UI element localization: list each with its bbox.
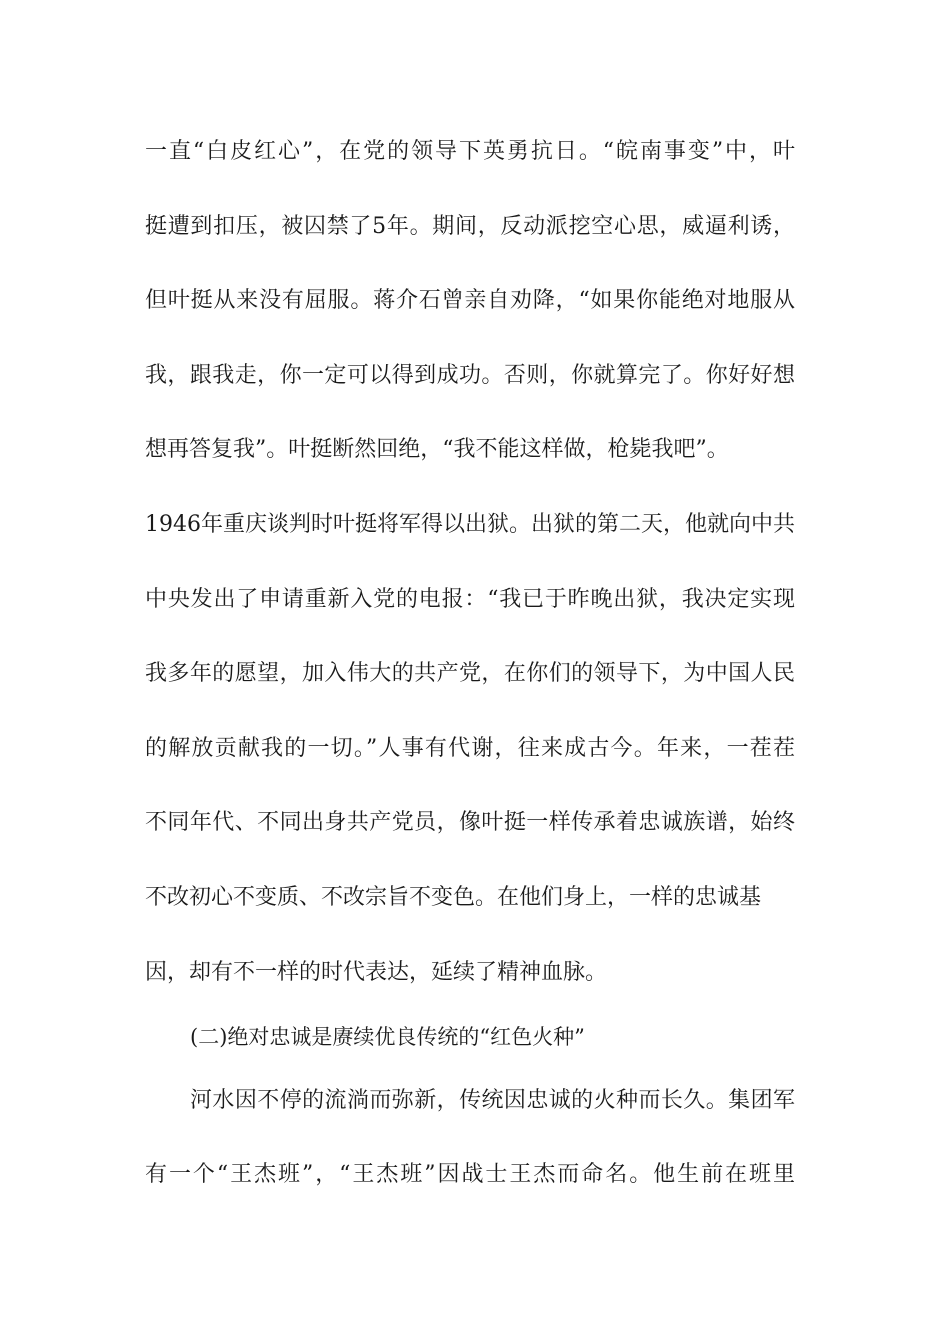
text-line: 我，跟我走，你一定可以得到成功。否则，你就算完了。你好好想 (145, 363, 795, 388)
text-line: 1946年重庆谈判时叶挺将军得以出狱。出狱的第二天，他就向中共 (145, 512, 795, 537)
section-heading: (二)绝对忠诚是赓续优良传统的“红色火种” (190, 1025, 585, 1049)
text-line: 想再答复我”。叶挺断然回绝，“我不能这样做，枪毙我吧”。 (145, 437, 729, 462)
text-line: 我多年的愿望，加入伟大的共产党，在你们的领导下，为中国人民 (145, 661, 795, 686)
text-line: 一直“白皮红心”，在党的领导下英勇抗日。“皖南事变”中，叶 (145, 139, 795, 164)
text-line: 的解放贡献我的一切。”人事有代谢，往来成古今。年来，一茬茬 (145, 736, 795, 761)
text-line: 河水因不停的流淌而弥新，传统因忠诚的火种而长久。集团军 (190, 1088, 795, 1113)
text-line: 不同年代、不同出身共产党员，像叶挺一样传承着忠诚族谱，始终 (145, 810, 795, 835)
text-line: 挺遭到扣压，被囚禁了5年。期间，反动派挖空心思，威逼利诱， (145, 214, 795, 239)
text-line: 但叶挺从来没有屈服。蒋介石曾亲自劝降，“如果你能绝对地服从 (145, 288, 795, 313)
text-line: 因，却有不一样的时代表达，延续了精神血脉。 (145, 960, 608, 985)
text-line: 不改初心不变质、不改宗旨不变色。在他们身上，一样的忠诚基 (145, 885, 762, 910)
text-line: 有一个“王杰班”，“王杰班”因战士王杰而命名。他生前在班里 (145, 1162, 795, 1187)
text-line: 中央发出了申请重新入党的电报：“我已于昨晚出狱，我决定实现 (145, 587, 795, 612)
